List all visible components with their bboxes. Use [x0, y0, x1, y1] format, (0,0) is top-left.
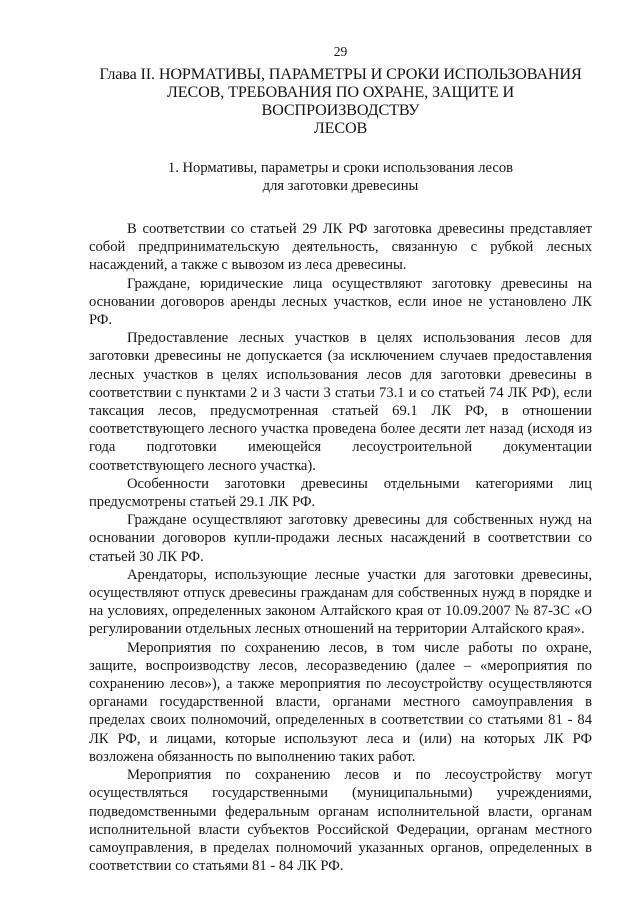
chapter-title-line: ЛЕСОВ	[313, 119, 368, 137]
paragraph: Особенности заготовки древесины отдельными категориями лиц предусмотрены статьей 29.1 ЛК РФ.	[89, 475, 592, 511]
paragraph: Мероприятия по сохранению лесов и по лесоустройству могут осуществляться государственными (муниципальными) учреждениями, подведомственными федеральным органам исполнительной власти, органам исполнительной власти субъектов Российской Федерации, органам местного самоуправления, в пределах полномочий указанных органов, определенных в соответствии со статьями 81 - 84 ЛК РФ.	[89, 767, 592, 875]
section-title-line: для заготовки древесины	[262, 178, 419, 194]
paragraph: Предоставление лесных участков в целях использования лесов для заготовки древесины не допускается (за исключением случаев предоставления лесных участков в целях использования лесов для заготовки древесины в соответствии с пунктами 2 и 3 части 3 статьи 73.1 и со статьей 74 ЛК РФ), если таксация лесов, предусмотренная статьей 69.1 ЛК РФ, в отношении соответствующего лесного участка проведена более десяти лет назад (исходя из года подготовки имеющейся лесоустроительной документации соответствующего лесного участка).	[89, 330, 592, 474]
chapter-title-line: ЛЕСОВ, ТРЕБОВАНИЯ ПО ОХРАНЕ, ЗАЩИТЕ И ВОСПРОИЗВОДСТВУ	[166, 83, 515, 119]
page-number: 29	[333, 44, 348, 59]
paragraph: Граждане осуществляют заготовку древесины для собственных нужд на основании договоров купли-продажи лесных насаждений в соответствии со статьей 30 ЛК РФ.	[89, 512, 592, 565]
paragraph: Граждане, юридические лица осуществляют заготовку древесины на основании договоров аренды лесных участков, если иное не установлено ЛК РФ.	[89, 275, 592, 329]
chapter-title	[89, 65, 592, 137]
chapter-title-line: Глава II. НОРМАТИВЫ, ПАРАМЕТРЫ И СРОКИ ИСПОЛЬЗОВАНИЯ	[99, 65, 582, 83]
paragraph: Мероприятия по сохранению лесов, в том числе работы по охране, защите, воспроизводству лесов, лесоразведению (далее – «мероприятия по сохранению лесов»), а также мероприятия по лесоустройству осуществляются органами государственной власти, органами местного самоуправления в пределах своих полномочий, определенных в соответствии со статьями 81 - 84 ЛК РФ, и лицами, которые используют леса и (или) на которых ЛК РФ возложена обязанность по выполнению таких работ.	[89, 639, 592, 765]
body-text	[89, 220, 592, 875]
document-page	[89, 44, 592, 875]
paragraph: Арендаторы, использующие лесные участки для заготовки древесины, осуществляют отпуск древесины гражданам для собственных нужд в порядке и на условиях, определенных законом Алтайского края от 10.09.2007 № 87-ЗС «О регулировании отдельных лесных отношений на территории Алтайского края».	[89, 566, 592, 638]
section-title-line: 1. Нормативы, параметры и сроки использования лесов	[167, 160, 514, 176]
paragraph: В соответствии со статьей 29 ЛК РФ заготовка древесины представляет собой предпринимательскую деятельность, связанную с рубкой лесных насаждений, а также с вывозом из леса древесины.	[89, 221, 592, 274]
section-title	[89, 159, 592, 195]
